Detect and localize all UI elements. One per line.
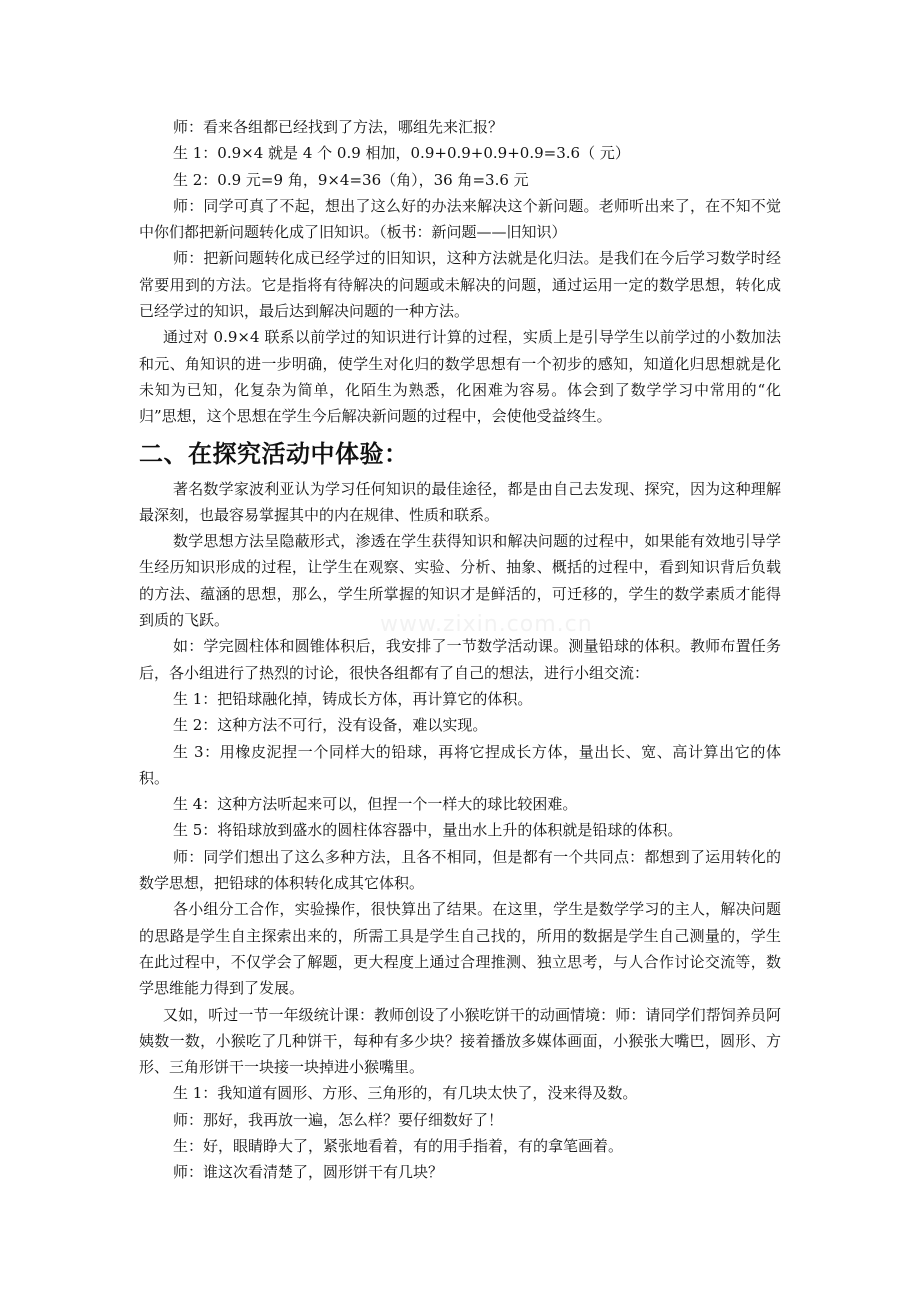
- section-heading: 二、在探究活动中体验：: [139, 439, 409, 468]
- paragraph: 生：好，眼睛睁大了，紧张地看着，有的用手指着，有的拿笔画着。: [173, 1136, 624, 1155]
- paragraph: 通过对 0.9×4 联系以前学过的知识进行计算的过程，实质上是引导学生以前学过的小数加法和元、角知识的进一步明确，使学生对化归的数学思想有一个初步的感知，知道化归思想就是化未知为已知，化复杂为简单，化陌生为熟悉，化困难为容易。体会到了数学学习中常用的“化归”思想，这个思想在学生今后解决新问题的过程中，会使他受益终生。: [139, 328, 781, 426]
- paragraph: 师：那好，我再放一遍，怎么样？要仔细数好了！: [173, 1110, 504, 1129]
- paragraph: 生 3：用橡皮泥捏一个同样大的铅球，再将它捏成长方体，量出长、宽、高计算出它的体积。: [139, 742, 781, 787]
- paragraph: 著名数学家波利亚认为学习任何知识的最佳途径，都是由自己去发现、探究，因为这种理解最深刻，也最容易掌握其中的内在规律、性质和联系。: [139, 479, 781, 524]
- paragraph: 师：同学可真了不起，想出了这么好的办法来解决这个新问题。老师听出来了，在不知不觉中你们都把新问题转化成了旧知识。（板书：新问题——旧知识）: [139, 196, 781, 242]
- document-body: [139, 114, 781, 1186]
- paragraph: 生 2：0.9 元=9 角，9×4=36（角），36 角=3.6 元: [173, 170, 529, 189]
- paragraph: 生 1：0.9×4 就是 4 个 0.9 相加，0.9+0.9+0.9+0.9=3.6（ 元）: [173, 144, 630, 163]
- paragraph: 各小组分工合作，实验操作，很快算出了结果。在这里，学生是数学学习的主人，解决问题的思路是学生自主探索出来的，所需工具是学生自己找的，所用的数据是学生自己测量的，学生在此过程中，不仅学会了解题，更大程度上通过合理推测、独立思考，与人合作讨论交流等，数学思维能力得到了发展。: [139, 900, 781, 998]
- paragraph: 生 4：这种方法听起来可以，但捏一个一样大的球比较困难。: [173, 795, 578, 814]
- paragraph: 师：看来各组都已经找到了方法，哪组先来汇报？: [173, 118, 504, 136]
- paragraph: 生 5：将铅球放到盛水的圆柱体容器中，量出水上升的体积就是铅球的体积。: [173, 821, 683, 840]
- paragraph: 生 2：这种方法不可行，没有设备，难以实现。: [173, 716, 488, 735]
- paragraph: 数学思想方法呈隐蔽形式，渗透在学生获得知识和解决问题的过程中，如果能有效地引导学生经历知识形成的过程，让学生在观察、实验、分析、抽象、概括的过程中，看到知识背后负载的方法、蕴涵的思想，那么，学生所掌握的知识才是鲜活的，可迁移的，学生的数学素质才能得到质的飞跃。: [139, 532, 781, 630]
- paragraph: 师：同学们想出了这么多种方法，且各不相同，但是都有一个共同点：都想到了运用转化的数学思想，把铅球的体积转化成其它体积。: [139, 847, 781, 893]
- paragraph: 师：谁这次看清楚了，圆形饼干有几块？: [173, 1163, 444, 1182]
- paragraph: 师：把新问题转化成已经学过的旧知识，这种方法就是化归法。是我们在今后学习数学时经常要用到的方法。它是指将有待解决的问题或未解决的问题，通过运用一定的数学思想，转化成已经学过的知识，最后达到解决问题的一种方法。: [139, 249, 781, 321]
- paragraph: 生 1：把铅球融化掉，铸成长方体，再计算它的体积。: [173, 689, 533, 708]
- watermark: www.zixin.com.cn: [380, 612, 593, 637]
- paragraph: 如：学完圆柱体和圆锥体积后，我安排了一节数学活动课。测量铅球的体积。教师布置任务后，各小组进行了热烈的讨论，很快各组都有了自己的想法，进行小组交流：: [139, 637, 781, 682]
- paragraph: 又如，听过一节一年级统计课：教师创设了小猴吃饼干的动画情境：师：请同学们帮饲养员阿姨数一数，小猴吃了几种饼干，每种有多少块？接着播放多媒体画面，小猴张大嘴巴，圆形、方形、三角形饼干一块接一块掉进小猴嘴里。: [139, 1005, 781, 1077]
- paragraph: 生 1：我知道有圆形、方形、三角形的，有几块太快了，没来得及数。: [173, 1084, 638, 1103]
